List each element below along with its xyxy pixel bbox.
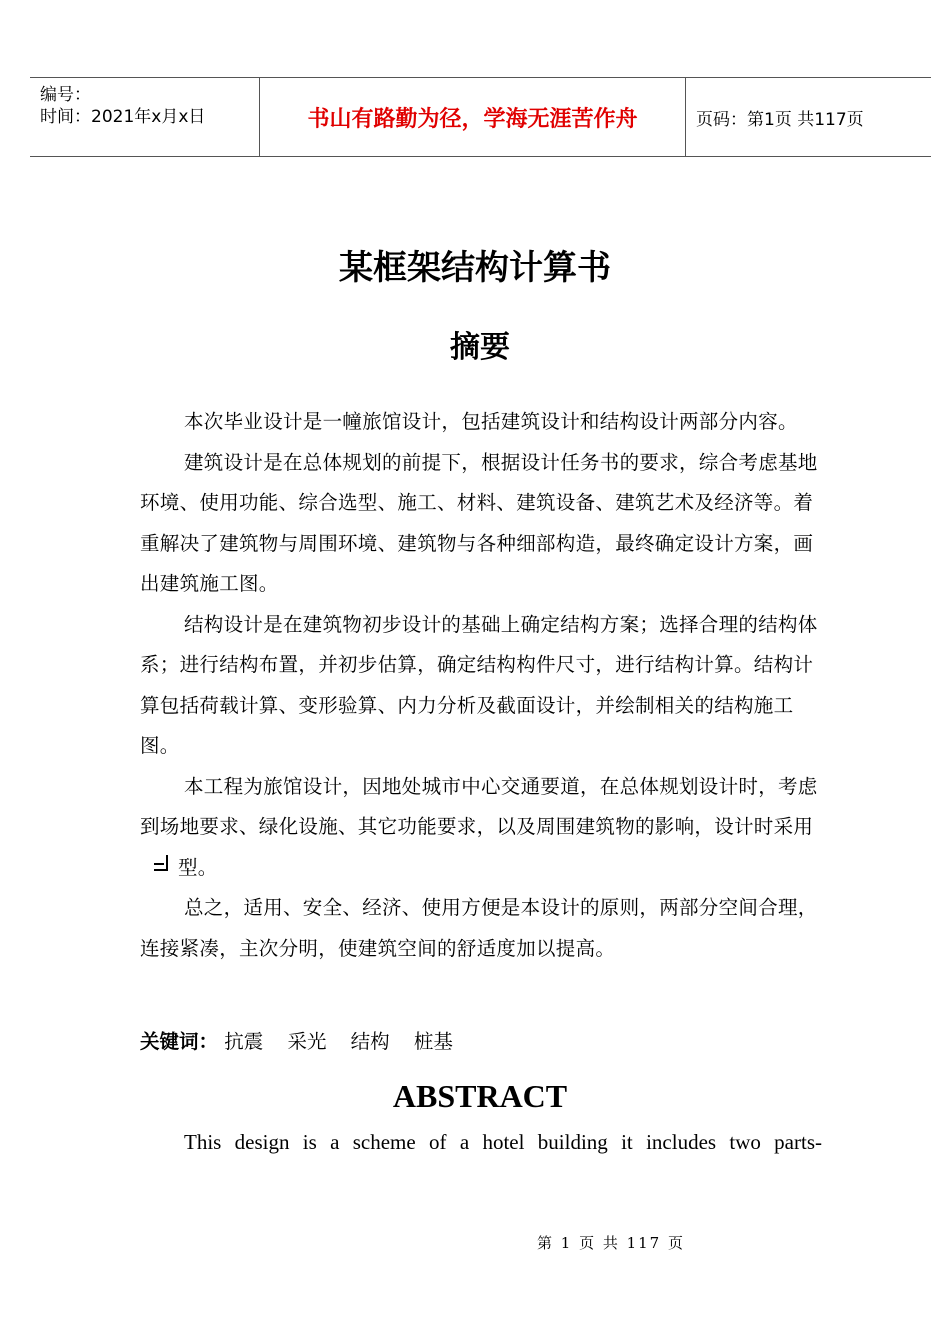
paragraph-4-tail: 型。: [178, 855, 218, 879]
keywords-line: [140, 1026, 471, 1054]
english-abstract-text: This design is a scheme of a hotel building it includes two parts-: [184, 1130, 822, 1154]
paragraph-4: [140, 767, 830, 889]
number-label: 编号：: [40, 85, 91, 105]
document-header: [30, 77, 931, 157]
keyword-item: 结构: [350, 1030, 390, 1053]
english-abstract-heading: ABSTRACT: [392, 1078, 568, 1114]
paragraph-5: 总之，适用、安全、经济、使用方便是本设计的原则，两部分空间合理，连接紧凑，主次分明，使建筑空间的舒适度加以提高。: [140, 896, 818, 960]
header-page-label: 页码：第1页 共117页: [696, 109, 864, 130]
document-title: 某框架结构计算书: [339, 248, 611, 288]
keywords-label: 关键词：: [140, 1030, 219, 1053]
abstract-heading: 摘要: [450, 330, 510, 365]
header-motto: 书山有路勤为径，学海无涯苦作舟: [259, 78, 686, 156]
keyword-item: 抗震: [224, 1030, 264, 1053]
abstract-body: [140, 402, 830, 969]
keyword-item: 桩基: [413, 1030, 453, 1053]
time-label: 时间：2021年x月x日: [40, 107, 206, 127]
page-footer: 第 1 页 共 117 页: [536, 1234, 685, 1252]
paragraph-2: 建筑设计是在总体规划的前提下，根据设计任务书的要求，综合考虑基地环境、使用功能、综合选型、施工、材料、建筑设备、建筑艺术及经济等。着重解决了建筑物与周围环境、建筑物与各种细部构造，最终确定设计方案，画出建筑施工图。: [140, 450, 818, 595]
header-meta: [30, 78, 259, 156]
paragraph-1: 本次毕业设计是一幢旅馆设计，包括建筑设计和结构设计两部分内容。: [184, 410, 798, 433]
l-shape-icon: [154, 855, 168, 871]
paragraph-4-text: 本工程为旅馆设计，因地处城市中心交通要道，在总体规划设计时，考虑到场地要求、绿化设施、其它功能要求，以及周围建筑物的影响，设计时采用: [140, 774, 818, 838]
keyword-item: 采光: [287, 1030, 327, 1053]
paragraph-3: 结构设计是在建筑物初步设计的基础上确定结构方案；选择合理的结构体系；进行结构布置，并初步估算，确定结构构件尺寸，进行结构计算。结构计算包括荷载计算、变形验算、内力分析及截面设计，并绘制相关的结构施工图。: [140, 612, 818, 757]
